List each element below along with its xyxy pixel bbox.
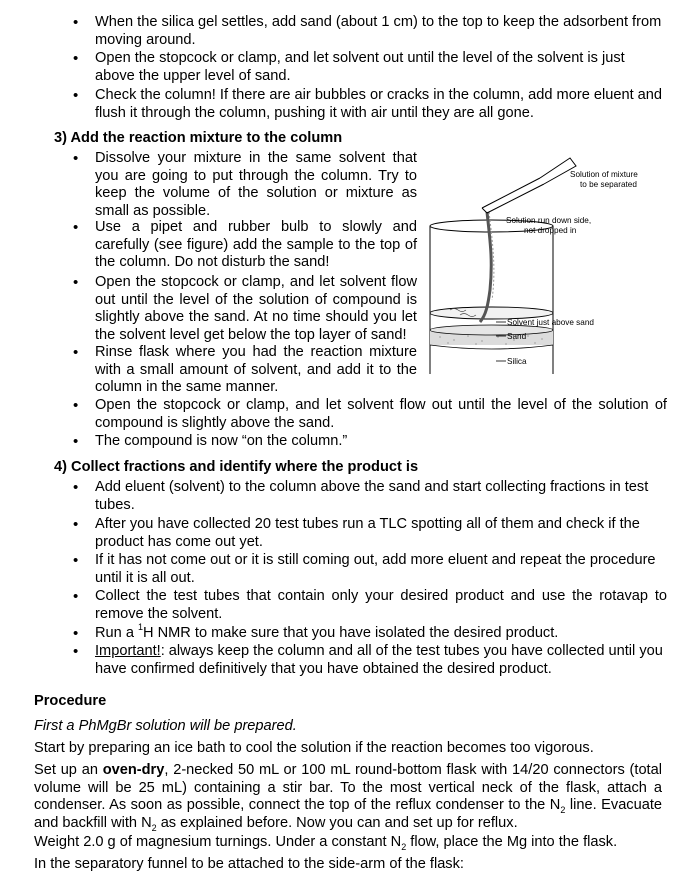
column-loading-figure (420, 150, 670, 380)
bullet-check-column: • Check the column! If there are air bubbles or cracks in the column, add more eluent and flush it through the column, pushing it with air until they are all gone. (95, 87, 667, 122)
bullet-open-stopcock-compound: • Open the stopcock or clamp, and let solvent flow out until the level of the solution of compound is slightly above the sand. (95, 397, 667, 432)
important-label: Important! (95, 643, 161, 659)
bullet-open-stopcock: • Open the stopcock or clamp, and let solvent out until the level of the solvent is just above the upper level of sand. (95, 50, 667, 85)
bullet-silica-settles: • When the silica gel settles, add sand (about 1 cm) to the top to keep the adsorbent from moving around. (95, 14, 667, 49)
procedure-ice-bath: Start by preparing an ice bath to cool the solution if the reaction becomes too vigorous. (34, 740, 594, 756)
bullet-repeat-procedure: • If it has not come out or it is still coming out, add more eluent and repeat the procedure until it is all out. (95, 552, 667, 587)
bullet-run-nmr: • Run a $^1$H NMR to make sure that you have isolated the desired product. (95, 625, 667, 643)
bullet-rinse-flask: • Rinse flask where you had the reaction mixture with a small amount of solvent, and add it to the column in the same manner. (95, 344, 417, 397)
bullet-compound-on-column: • The compound is now “on the column.” (95, 433, 667, 451)
label-solution-line2: to be separated (580, 180, 637, 189)
sand-bottom-line (430, 345, 553, 349)
section-4-heading: 4) Collect fractions and identify where the product is (54, 459, 419, 475)
pipet-upper-edge (487, 184, 544, 213)
bullet-collect-tubes: • Collect the test tubes that contain only your desired product and use the rotavap to remove the solvent. (95, 588, 667, 623)
procedure-separatory-funnel: In the separatory funnel to be attached to the side-arm of the flask: (34, 856, 464, 872)
section-3-heading: 3) Add the reaction mixture to the column (54, 130, 343, 146)
label-solution-line1: Solution of mixture (570, 170, 638, 179)
procedure-heading: Procedure (34, 693, 107, 709)
bullet-add-eluent: • Add eluent (solvent) to the column above the sand and start collecting fractions in test tubes. (95, 479, 667, 514)
bullet-run-tlc: • After you have collected 20 test tubes run a TLC spotting all of them and check if the product has come out yet. (95, 516, 667, 551)
bullet-use-pipet: • Use a pipet and rubber bulb to slowly and carefully (see figure) add the sample to the top of the column. Do not disturb the sand! (95, 219, 417, 272)
pipet-lower-edge (482, 178, 540, 208)
procedure-weigh-mg: Weight 2.0 g of magnesium turnings. Under a constant $N_2$ flow, place the Mg into the flask. (34, 834, 618, 852)
bullet-dissolve-mixture: • Dissolve your mixture in the same solvent that you are going to put through the column. Try to keep the volume of the solution or mixture as small as possible. (95, 150, 417, 220)
label-rundown-line1: Solution run down side, (506, 216, 592, 225)
label-sand: Sand (507, 332, 527, 341)
procedure-intro: First a PhMgBr solution will be prepared. (34, 718, 297, 734)
procedure-setup-flask: Set up an oven-dry, 2-necked 50 mL or 100 mL round-bottom flask with 14/20 connectors (total volume will be 25 mL) containing a stir bar. To the most vertical neck of the flask, attach a condenser. As soon as possible, connect the top of the reflux condenser to the $N_2$ line. Evacuate and backfill with $N_2$ as explained before. Now you can and set up for reflux. (34, 762, 663, 833)
pipet-tip (482, 208, 487, 213)
label-solvent: Solvent just above sand (507, 318, 594, 327)
bullet-open-stopcock-flow: • Open the stopcock or clamp, and let solvent flow out until the level of the solution of compound is slightly above the sand. At no time should you let the solvent level get below the top layer of sand! (95, 274, 417, 344)
label-silica: Silica (507, 357, 527, 366)
label-rundown-line2: not dropped in (524, 226, 577, 235)
bullet-important: • Important!: always keep the column and all of the test tubes you have collected until you have confirmed definitively that you have obtained the desired product. (95, 643, 667, 678)
